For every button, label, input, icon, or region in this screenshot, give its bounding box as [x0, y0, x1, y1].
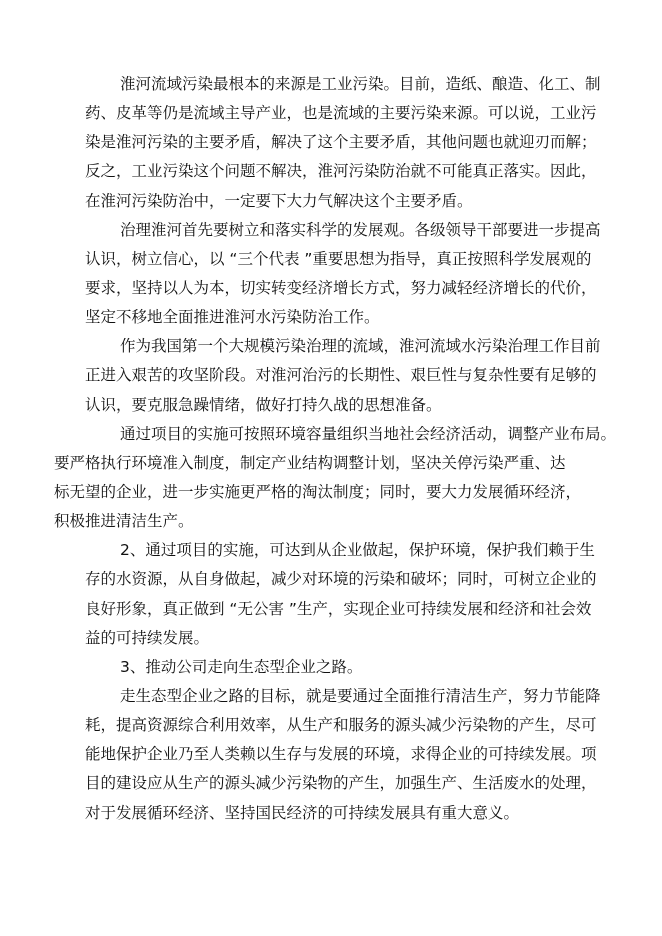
text-line: 在淮河污染防治中，一定要下大力气解决这个主要矛盾。: [85, 191, 473, 210]
text-line: 认识，要克服急躁情绪，做好打持久战的思想准备。: [85, 395, 442, 414]
paragraph-point-3: [114, 653, 614, 682]
text-line: 走生态型企业之路的目标，就是要通过全面推行清洁生产，努力节能降: [120, 686, 601, 705]
text-line: 能地保护企业乃至人类赖以生存与发展的环境，求得企业的可持续发展。项: [85, 745, 597, 764]
text-line: 反之，工业污染这个问题不解决，淮河污染防治就不可能真正落实。因此，: [85, 162, 597, 181]
text-line: 要求，坚持以人为本，切实转变经济增长方式，努力减轻经济增长的代价，: [85, 278, 597, 297]
text-line: 药、皮革等仍是流域主导产业，也是流域的主要污染来源。可以说，工业污: [85, 104, 597, 123]
text-line: 作为我国第一个大规模污染治理的流域，淮河流域水污染治理工作目前: [120, 337, 601, 356]
paragraph-industrial-pollution: [85, 70, 614, 216]
text-line: 目的建设应从生产的源头减少污染物的产生，加强生产、生活废水的处理，: [85, 774, 597, 793]
text-line: 2、通过项目的实施，可达到从企业做起，保护环境，保护我们赖于生: [120, 541, 595, 560]
text-line: 益的可持续发展。: [85, 628, 210, 647]
text-line: 淮河流域污染最根本的来源是工业污染。目前，造纸、酿造、化工、制: [120, 75, 601, 93]
text-line: 3、推动公司走向生态型企业之路。: [120, 657, 363, 676]
text-line: 认识，树立信心，以 “三个代表 ”重要思想为指导，真正按照科学发展观的: [85, 249, 592, 268]
text-line: 对于发展循环经济、坚持国民经济的可持续发展具有重大意义。: [85, 803, 520, 822]
document-body: [54, 70, 617, 828]
text-line: 积极推进清洁生产。: [54, 512, 194, 531]
paragraph-eco-enterprise: [85, 682, 614, 828]
text-line: 要严格执行环境准入制度，制定产业结构调整计划，坚决关停污染严重、达: [54, 453, 566, 472]
text-line: 良好形象，真正做到 “无公害 ”生产，实现企业可持续发展和经济和社会效: [85, 599, 592, 618]
text-line: 耗，提高资源综合利用效率，从生产和服务的源头减少污染物的产生，尽可: [85, 716, 597, 735]
text-line: 坚定不移地全面推进淮河水污染防治工作。: [85, 308, 380, 327]
text-line: 存的水资源，从自身做起，减少对环境的污染和破坏；同时，可树立企业的: [85, 570, 597, 589]
text-line: 通过项目的实施可按照环境容量组织当地社会经济活动，调整产业布局。: [120, 424, 617, 443]
paragraph-scientific-development: [85, 216, 614, 333]
text-line: 染是淮河污染的主要矛盾，解决了这个主要矛盾，其他问题也就迎刃而解；: [85, 133, 597, 152]
text-line: 正进入艰苦的攻坚阶段。对淮河治污的长期性、艰巨性与复杂性要有足够的: [85, 366, 597, 385]
paragraph-point-2: [85, 536, 614, 653]
text-line: 标无望的企业，进一步实施更严格的淘汰制度；同时，要大力发展循环经济，: [54, 482, 582, 501]
paragraph-long-term-battle: [85, 332, 614, 419]
text-line: 治理淮河首先要树立和落实科学的发展观。各级领导干部要进一步提高: [120, 220, 601, 239]
paragraph-project-implementation: [54, 420, 617, 537]
